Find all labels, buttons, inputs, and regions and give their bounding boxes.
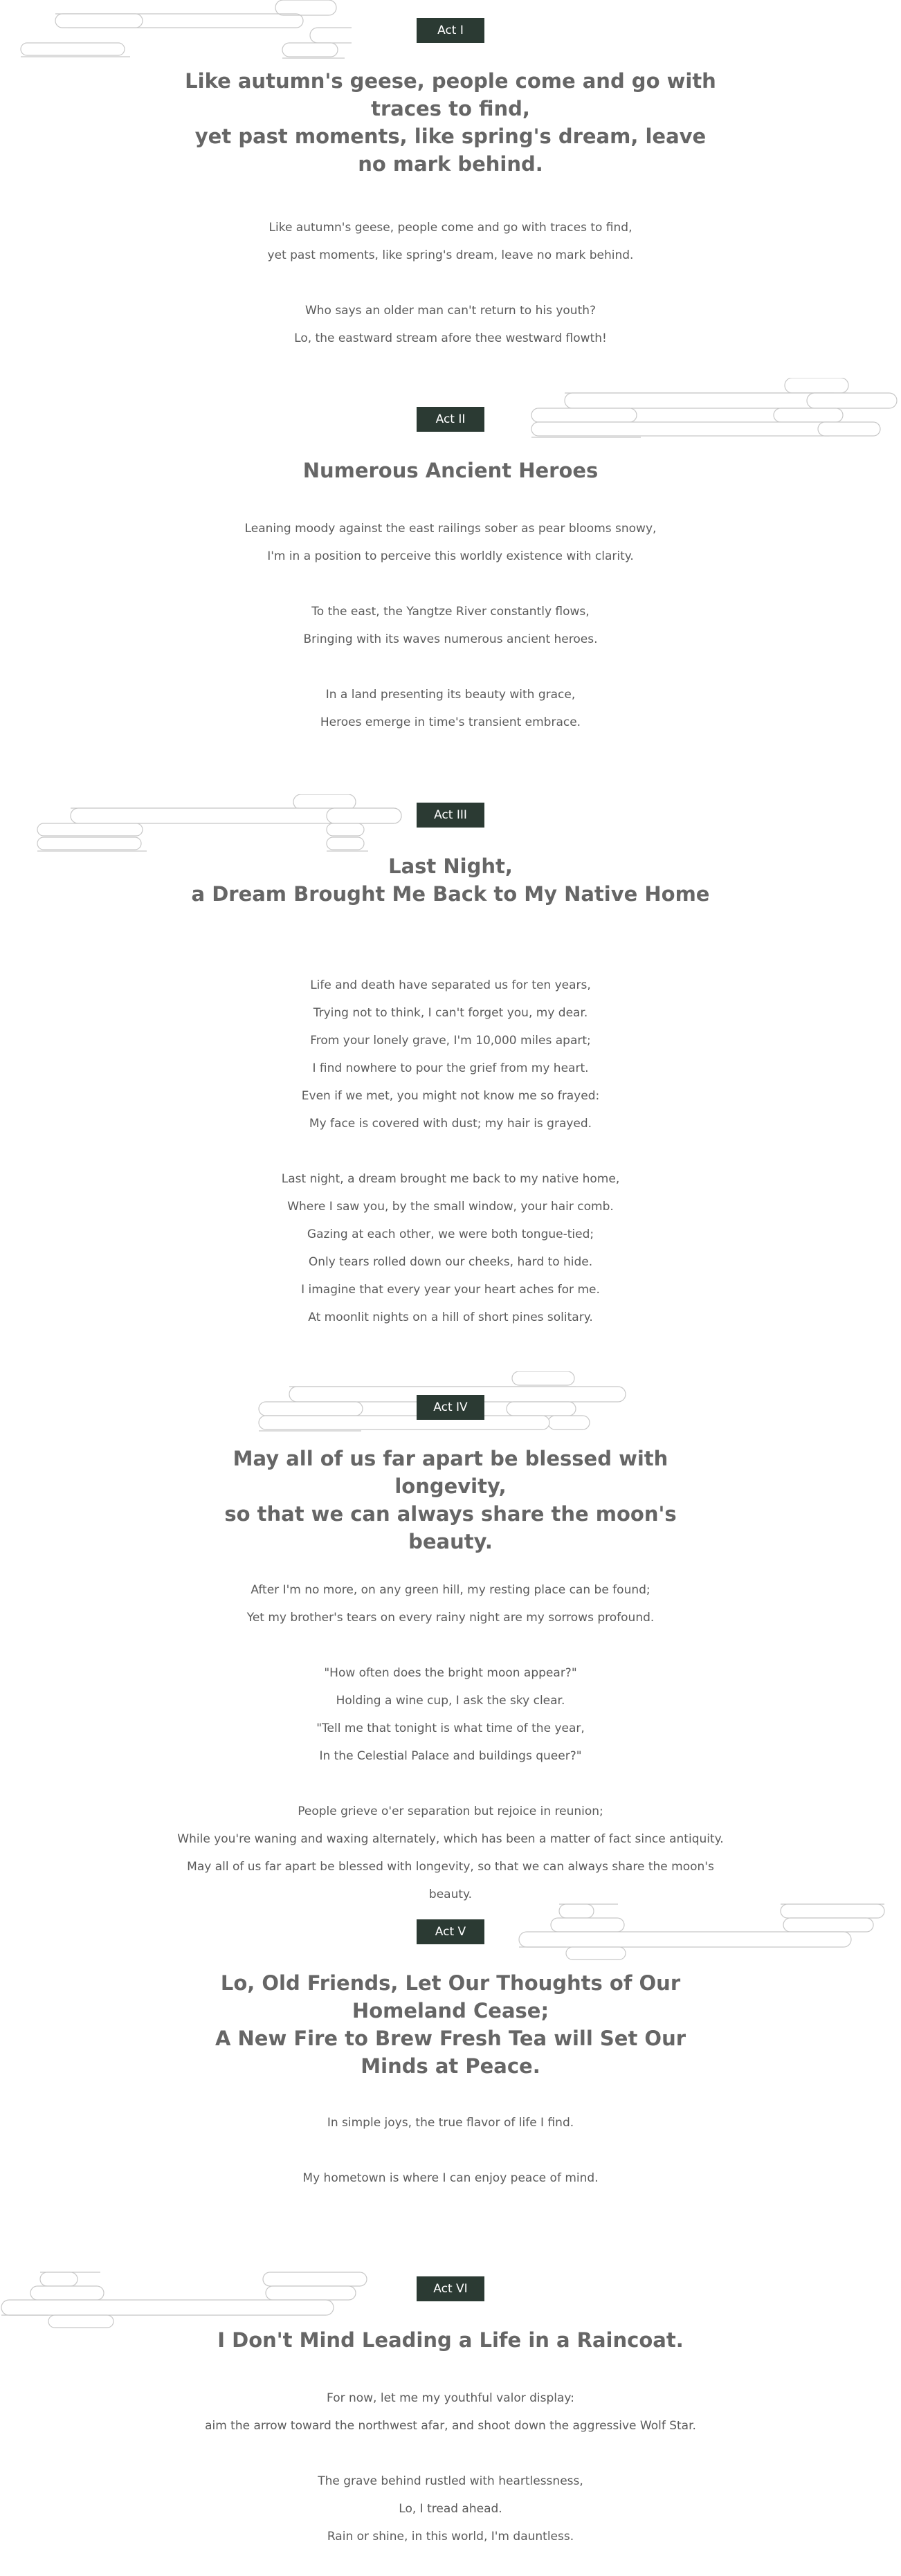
verse-line: In simple joys, the true flavor of life I find. — [327, 2116, 574, 2130]
verse-line: "Tell me that tonight is what time of the year, — [316, 1721, 585, 1735]
act-badge: Act IV — [417, 1395, 484, 1420]
verse-line: aim the arrow toward the northwest afar, and shoot down the aggressive Wolf Star. — [205, 2419, 696, 2433]
verse-line: May all of us far apart be blessed with longevity, so that we can always share the moon's — [187, 1860, 714, 1874]
verse-line: Trying not to think, I can't forget you, my dear. — [313, 1006, 588, 1020]
verse-line: I imagine that every year your heart aches for me. — [301, 1283, 600, 1297]
act-badge: Act V — [417, 1919, 484, 1944]
verse-line: Bringing with its waves numerous ancient heroes. — [303, 632, 598, 646]
verse-line: Like autumn's geese, people come and go with traces to find, — [269, 221, 632, 235]
stanza — [0, 2467, 901, 2550]
title-line: A New Fire to Brew Fresh Tea will Set Our Minds at Peace. — [215, 2027, 686, 2078]
stanza — [0, 681, 901, 736]
verse-line: I find nowhere to pour the grief from my heart. — [312, 1061, 589, 1075]
act-1 — [0, 18, 901, 352]
act-title — [181, 1969, 720, 2080]
verse-line: Leaning moody against the east railings sober as pear blooms snowy, — [244, 522, 657, 536]
verse-line: Lo, I tread ahead. — [399, 2502, 502, 2516]
verse-line: Rain or shine, in this world, I'm dauntless. — [327, 2530, 574, 2543]
title-line: Last Night, — [388, 855, 513, 878]
verse-line: I'm in a position to perceive this worldly existence with clarity. — [267, 549, 634, 563]
title-line: Lo, Old Friends, Let Our Thoughts of Our Homeland Cease; — [220, 1971, 681, 2022]
verse-line: Lo, the eastward stream afore thee westward flowth! — [294, 331, 607, 345]
verse-line: My face is covered with dust; my hair is grayed. — [309, 1117, 592, 1131]
stanza — [0, 2109, 901, 2137]
verse-line: Where I saw you, by the small window, your hair comb. — [287, 1200, 614, 1214]
act-badge: Act VI — [417, 2276, 484, 2301]
cloud-decoration-icon — [530, 378, 901, 454]
stanza — [0, 598, 901, 653]
act-badge: Act II — [417, 407, 484, 432]
title-line: Numerous Ancient Heroes — [302, 459, 599, 482]
verse-line: Yet my brother's tears on every rainy night are my sorrows profound. — [246, 1611, 655, 1625]
title-line: so that we can always share the moon's beauty. — [224, 1502, 677, 1553]
cloud-decoration-icon — [36, 794, 410, 857]
title-line: May all of us far apart be blessed with longevity, — [233, 1447, 668, 1498]
cloud-decoration-icon — [0, 2271, 374, 2340]
stanza — [0, 515, 901, 570]
title-line: a Dream Brought Me Back to My Native Home — [191, 882, 710, 906]
act-3 — [0, 803, 901, 1331]
title-line: yet past moments, like spring's dream, leave no mark behind. — [194, 125, 707, 176]
verse-line: While you're waning and waxing alternately, which has been a matter of fact since antiquity. — [177, 1832, 724, 1846]
verse-line: beauty. — [428, 1888, 473, 1901]
stanza — [0, 214, 901, 269]
title-line: Like autumn's geese, people come and go with traces to find, — [185, 69, 716, 120]
verse-line: In the Celestial Palace and buildings queer?" — [319, 1749, 582, 1763]
act-2 — [0, 407, 901, 736]
verse-line: People grieve o'er separation but rejoice in reunion; — [298, 1805, 603, 1818]
act-badge: Act III — [417, 803, 484, 828]
verse-line: In a land presenting its beauty with grace, — [325, 688, 576, 702]
verse-line: To the east, the Yangtze River constantly flows, — [311, 605, 590, 619]
act-title — [181, 67, 720, 178]
act-6 — [0, 2276, 901, 2550]
cloud-decoration-icon — [19, 0, 352, 62]
verse-line: Even if we met, you might not know me so frayed: — [301, 1089, 600, 1103]
stanza — [0, 1576, 901, 1632]
act-badge: Act I — [417, 18, 484, 43]
stanza — [0, 297, 901, 352]
act-title — [181, 852, 720, 908]
verse-line: Who says an older man can't return to his youth? — [304, 304, 597, 318]
stanza — [0, 971, 901, 1138]
stanza — [0, 2164, 901, 2192]
act-title — [181, 1445, 720, 1555]
stanza — [0, 1659, 901, 1770]
verse-line: Gazing at each other, we were both tongue-tied; — [307, 1227, 594, 1241]
stanza — [0, 1798, 901, 1908]
verse-line: From your lonely grave, I'm 10,000 miles apart; — [310, 1034, 591, 1048]
verse-line: For now, let me my youthful valor display: — [327, 2391, 574, 2405]
stanza — [0, 2384, 901, 2440]
verse-line: At moonlit nights on a hill of short pines solitary. — [308, 1310, 593, 1324]
verse-line: Holding a wine cup, I ask the sky clear. — [336, 1694, 565, 1708]
cloud-decoration-icon — [518, 1903, 891, 1972]
verse-line: Heroes emerge in time's transient embrace. — [320, 715, 581, 729]
act-5 — [0, 1919, 901, 2192]
verse-line: "How often does the bright moon appear?" — [324, 1666, 577, 1680]
act-4 — [0, 1395, 901, 1908]
verse-line: The grave behind rustled with heartlessness, — [318, 2474, 583, 2488]
verse-line: After I'm no more, on any green hill, my resting place can be found; — [251, 1583, 650, 1597]
verse-line: My hometown is where I can enjoy peace of mind. — [302, 2171, 599, 2185]
verse-line: Life and death have separated us for ten years, — [310, 978, 591, 992]
stanza — [0, 1165, 901, 1331]
verse-line: Only tears rolled down our cheeks, hard to hide. — [308, 1255, 593, 1269]
verse-line: Last night, a dream brought me back to my native home, — [281, 1172, 620, 1186]
act-title — [181, 457, 720, 484]
verse-line: yet past moments, like spring's dream, leave no mark behind. — [267, 248, 634, 262]
title-line: I Don't Mind Leading a Life in a Raincoat. — [217, 2328, 684, 2352]
